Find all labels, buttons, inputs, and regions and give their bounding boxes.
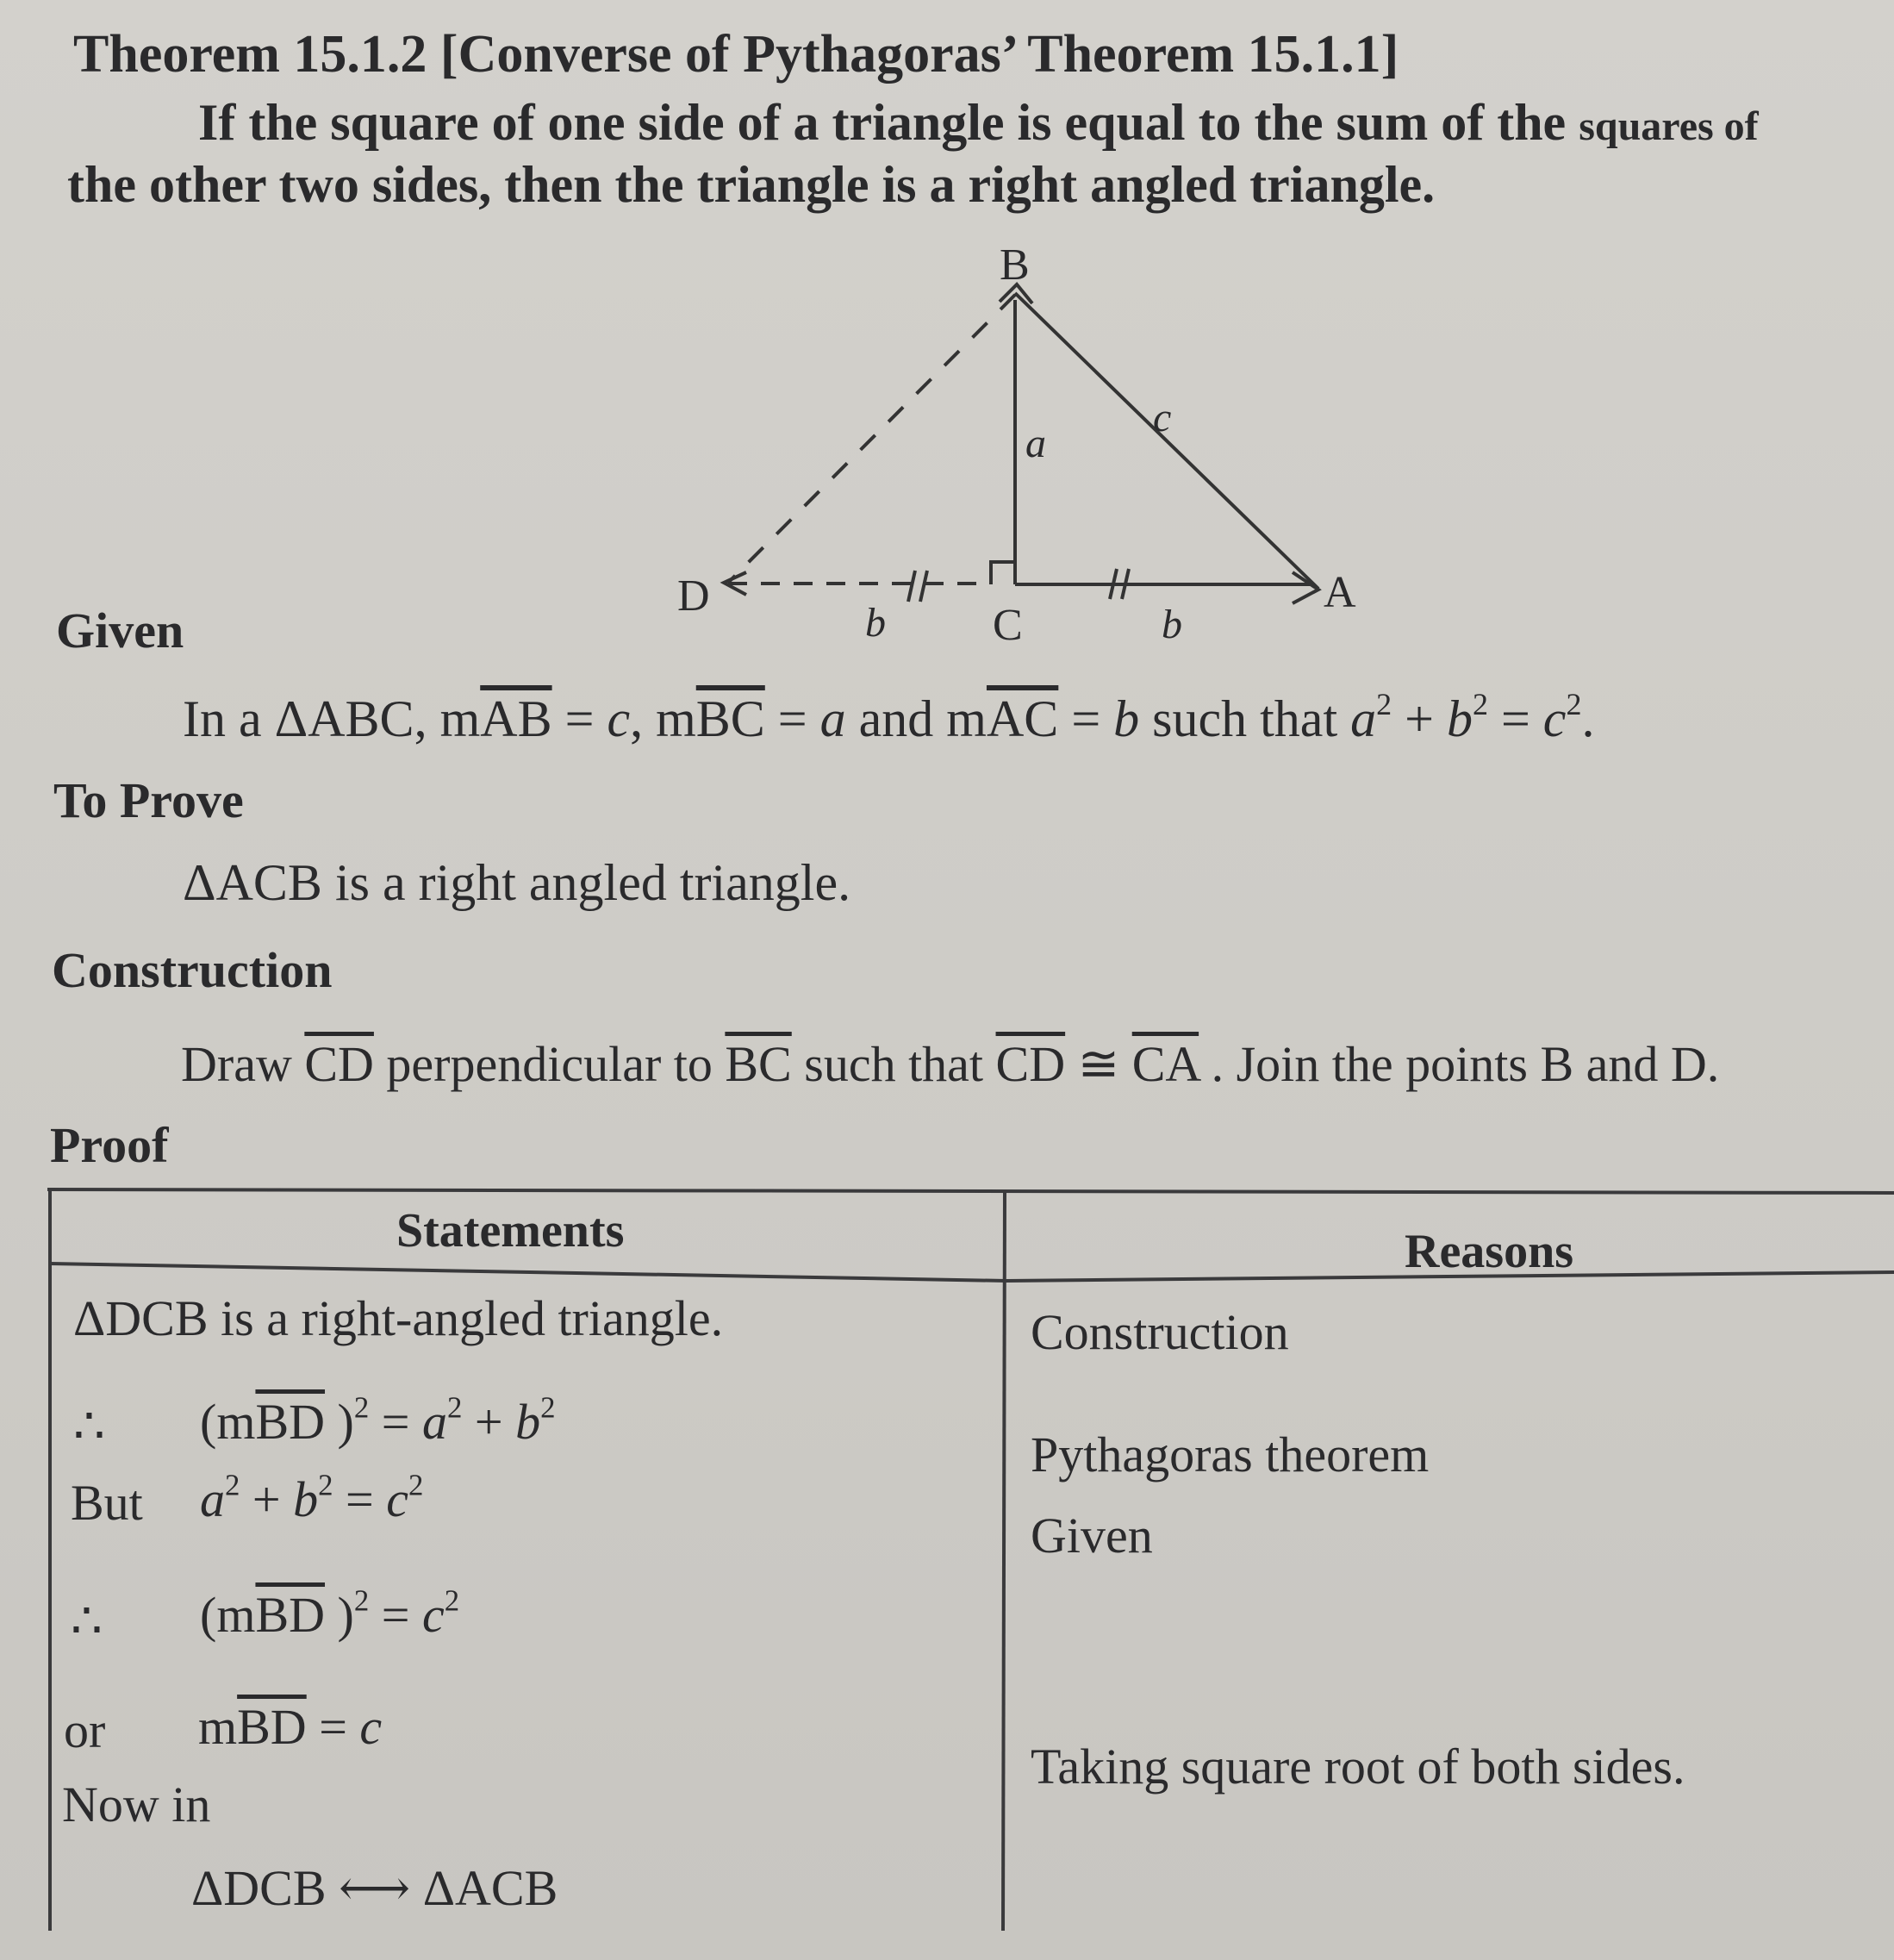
side-label-c: c bbox=[1153, 395, 1172, 440]
stmt-part: m bbox=[198, 1699, 238, 1755]
theorem-statement-line1-main: If the square of one side of a triangle is equal to the sum of the bbox=[198, 94, 1567, 151]
exponent: 2 bbox=[225, 1468, 240, 1502]
var-a: a bbox=[819, 690, 846, 747]
theorem-statement-line1-tail: squares of bbox=[1579, 103, 1759, 149]
exponent: 2 bbox=[1472, 686, 1488, 721]
stmt-part: (m bbox=[200, 1394, 256, 1450]
eq-period: . bbox=[1581, 690, 1595, 747]
construction-text-part: perpendicular to bbox=[373, 1036, 726, 1092]
statement-row-3 bbox=[200, 1470, 423, 1528]
reason-row-3: Given bbox=[1031, 1507, 1153, 1564]
point-label-d: D bbox=[677, 571, 710, 621]
segment-cd-label: $\overline{CD}$ bbox=[995, 1036, 1066, 1092]
point-label-c: C bbox=[993, 601, 1023, 650]
exponent: 2 bbox=[353, 1583, 370, 1618]
given-heading: Given bbox=[56, 602, 184, 659]
given-text-part: In a ΔABC, m bbox=[183, 690, 481, 747]
given-text-part: = bbox=[551, 690, 607, 747]
or-label: or bbox=[64, 1702, 106, 1758]
statement-row-2 bbox=[200, 1390, 556, 1451]
segment-bd-label: $\overline{BD}$ bbox=[237, 1699, 307, 1755]
eq-a: a bbox=[1350, 690, 1377, 747]
construction-text-part: Draw bbox=[181, 1036, 305, 1092]
eq-equals: = bbox=[1487, 690, 1543, 747]
stmt-part: ) bbox=[325, 1587, 354, 1643]
eq-b: b bbox=[1446, 690, 1473, 747]
stmt-part: = bbox=[333, 1471, 387, 1527]
exponent: 2 bbox=[353, 1390, 370, 1425]
var-b: b bbox=[515, 1394, 541, 1450]
var-a: a bbox=[421, 1394, 447, 1450]
point-label-b: B bbox=[1000, 240, 1030, 290]
given-text-part: = bbox=[764, 690, 820, 747]
reason-row-5: Taking square root of both sides. bbox=[1031, 1738, 1685, 1795]
statement-row-4 bbox=[200, 1583, 460, 1644]
stmt-part: + bbox=[240, 1471, 294, 1527]
but-label: But bbox=[71, 1475, 143, 1531]
construction-heading: Construction bbox=[52, 942, 333, 998]
statement-row-6: ΔDCB ⟷ ΔACB bbox=[191, 1860, 558, 1916]
given-text-part: such that bbox=[1139, 690, 1351, 747]
stmt-part: = bbox=[369, 1587, 422, 1643]
table-top-border bbox=[47, 1189, 1894, 1193]
to-prove-text: ΔACB is a right angled triangle. bbox=[183, 854, 851, 911]
to-prove-heading: To Prove bbox=[53, 772, 244, 828]
reason-row-1: Construction bbox=[1031, 1304, 1289, 1360]
eq-c: c bbox=[1542, 690, 1567, 747]
point-label-a: A bbox=[1324, 568, 1356, 617]
exponent: 2 bbox=[1376, 686, 1392, 721]
now-in-label: Now in bbox=[62, 1776, 211, 1832]
exponent: 2 bbox=[318, 1468, 333, 1502]
statement-row-5 bbox=[198, 1698, 382, 1756]
segment-ab-label: $\overline{AB}$ bbox=[480, 690, 552, 747]
segment-ca-label: $\overline{CA}$ bbox=[1131, 1036, 1199, 1092]
table-column-divider bbox=[1003, 1191, 1005, 1931]
column-header-statements: Statements bbox=[396, 1204, 625, 1258]
therefore-symbol-2: ∴ bbox=[71, 1593, 103, 1649]
stmt-part: = bbox=[369, 1394, 422, 1450]
stmt-part: + bbox=[462, 1394, 516, 1450]
congruent-symbol: ≅ bbox=[1065, 1036, 1132, 1092]
var-c: c bbox=[359, 1699, 383, 1755]
segment-ac-label: $\overline{AC}$ bbox=[986, 690, 1059, 747]
given-text-part: , m bbox=[630, 690, 696, 747]
var-c: c bbox=[421, 1587, 445, 1643]
stmt-part: = bbox=[306, 1699, 360, 1755]
given-text-part: and m bbox=[845, 690, 987, 747]
stmt-part: ) bbox=[325, 1394, 354, 1450]
var-b: b bbox=[293, 1471, 319, 1527]
exponent: 2 bbox=[408, 1468, 424, 1502]
reason-row-2: Pythagoras theorem bbox=[1031, 1426, 1430, 1482]
var-c: c bbox=[386, 1471, 408, 1527]
theorem-title: Theorem 15.1.2 [Converse of Pythagoras’ Theorem 15.1.1] bbox=[73, 25, 1399, 84]
theorem-statement-line2: the other two sides, then the triangle is a right angled triangle. bbox=[67, 156, 1436, 213]
var-c: c bbox=[607, 690, 631, 747]
segment-bd-label: $\overline{BD}$ bbox=[255, 1587, 326, 1643]
stmt-part: (m bbox=[200, 1587, 256, 1643]
side-label-b-left: b bbox=[865, 600, 886, 646]
segment-cd-label: $\overline{CD}$ bbox=[304, 1036, 374, 1092]
var-a: a bbox=[200, 1471, 225, 1527]
construction-text-part: such that bbox=[791, 1036, 996, 1092]
segment-bc-label: $\overline{BC}$ bbox=[695, 690, 765, 747]
statement-row-1: ΔDCB is a right-angled triangle. bbox=[73, 1290, 724, 1346]
var-b: b bbox=[1113, 690, 1140, 747]
therefore-symbol-1: ∴ bbox=[73, 1398, 105, 1454]
side-label-a: a bbox=[1025, 421, 1046, 466]
side-label-b-right: b bbox=[1162, 602, 1182, 647]
proof-heading: Proof bbox=[50, 1117, 169, 1173]
segment-bc-label: $\overline{BC}$ bbox=[725, 1036, 792, 1092]
exponent: 2 bbox=[444, 1583, 460, 1618]
column-header-reasons: Reasons bbox=[1405, 1225, 1574, 1278]
segment-bd-label: $\overline{BD}$ bbox=[255, 1394, 326, 1450]
exponent: 2 bbox=[446, 1390, 463, 1425]
given-text-part: = bbox=[1058, 690, 1114, 747]
exponent: 2 bbox=[540, 1390, 556, 1425]
exponent: 2 bbox=[1566, 686, 1582, 721]
eq-plus: + bbox=[1392, 690, 1447, 747]
construction-text-part: . Join the points B and D. bbox=[1199, 1036, 1720, 1092]
table-header-underline-left bbox=[50, 1264, 1006, 1281]
